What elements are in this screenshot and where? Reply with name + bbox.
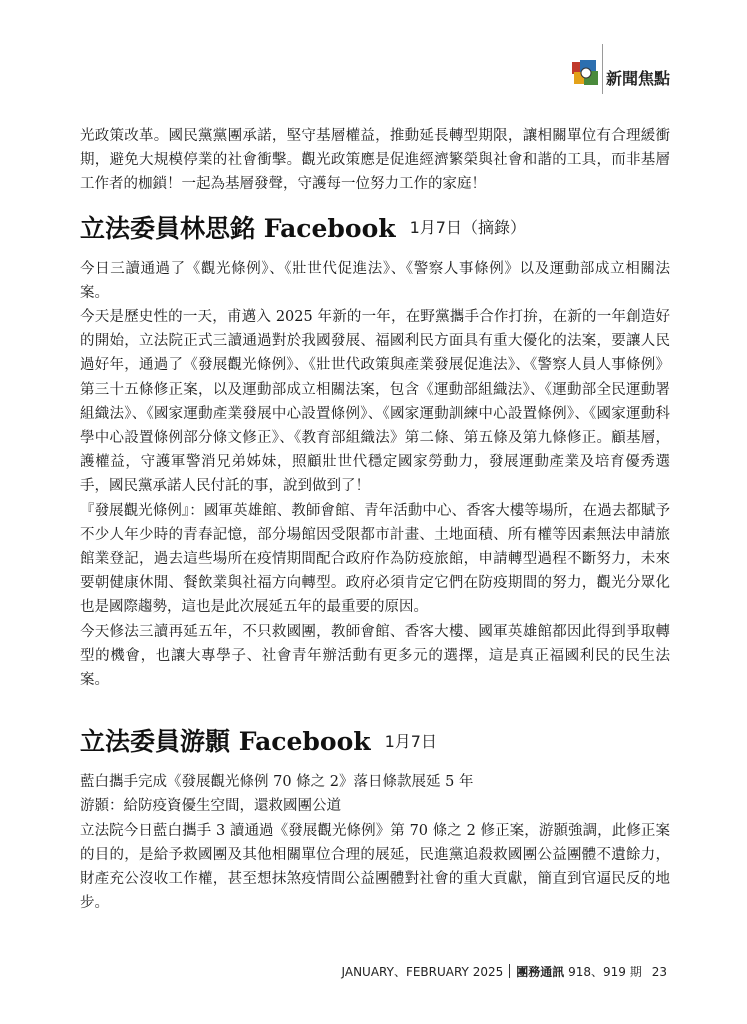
page-number: 23 xyxy=(651,965,667,979)
heading-title: 立法委員游顥 Facebook xyxy=(80,727,371,757)
section-heading-you xyxy=(80,710,670,770)
article-body xyxy=(80,124,670,915)
issue-date: JANUARY、FEBRUARY 2025 xyxy=(341,965,504,979)
section-heading-lin xyxy=(80,197,670,257)
intro-paragraph: 光政策改革。國民黨黨團承諾，堅守基層權益，推動延長轉型期限，讓相關單位有合理緩衝期，避免大規模停業的社會衝擊。觀光政策應是促進經濟繁榮與社會和諧的工具，而非基層工作者的枷鎖！一起為基層發聲，守護每一位努力工作的家庭！ xyxy=(80,128,670,193)
body-paragraph: 今天修法三讀再延五年，不只救國團，教師會館、香客大樓、國軍英雄館都因此得到爭取轉型的機會，也讓大專學子、社會青年辦活動有更多元的選擇，這是真正福國利民的民生法案。 xyxy=(80,623,670,689)
header-divider xyxy=(602,44,603,94)
heading-date: 1月7日 xyxy=(384,731,437,751)
publication-name: 團務通訊 xyxy=(516,965,565,979)
body-paragraph: 『發展觀光條例』：國軍英雄館、教師會館、青年活動中心、香客大樓等場所，在過去都賦予不少人年少時的青春記憶，部分場館因受限都市計畫、土地面積、所有權等因素無法申請旅館業登記，過去這些場所在疫情期間配合政府作為防疫旅館，申請轉型過程不斷努力，未來要朝健康休閒、餐飲業與社福方向轉型。政府必須肯定它們在防疫期間的努力，觀光分眾化也是國際趨勢，這也是此次展延五年的最重要的原因。 xyxy=(80,502,670,616)
news-collage-icon xyxy=(570,58,600,88)
footer-divider xyxy=(509,964,510,978)
body-paragraph: 藍白攜手完成《發展觀光條例 70 條之 2》落日條款展延 5 年 xyxy=(80,774,474,791)
page-footer xyxy=(342,963,667,980)
heading-date: 1月7日（摘錄） xyxy=(409,218,526,238)
body-paragraph: 立法院今日藍白攜手 3 讀通過《發展觀光條例》第 70 條之 2 修正案，游顥強調，此修正案的目的，是給予救國團及其他相關單位合理的展延，民進黨追殺救國團公益團體不遺餘力，財產充公沒收工作權，甚至想抹煞疫情間公益團體對社會的重大貢獻，簡直到官逼民反的地步。 xyxy=(80,822,670,912)
body-paragraph: 游顥：給防疫資優生空間，還救國團公道 xyxy=(80,798,341,815)
body-paragraph: 今日三讀通過了《觀光條例》、《壯世代促進法》、《警察人事條例》以及運動部成立相關法案。 xyxy=(80,260,670,301)
page-header xyxy=(570,44,730,96)
issue-number: 918、919 期 xyxy=(568,965,642,979)
heading-title: 立法委員林思銘 Facebook xyxy=(80,213,396,243)
body-paragraph: 今天是歷史性的一天，甫邁入 2025 年新的一年，在野黨攜手合作打拚，在新的一年創造好的開始，立法院正式三讀通過對於我國發展、福國利民方面具有重大優化的法案，要讓人民過好年，通過了《發展觀光條例》、《壯世代政策與產業發展促進法》、《警察人員人事條例》第三十五條修正案，以及運動部成立相關法案，包含《運動部組織法》、《運動部全民運動署組織法》、《國家運動產業發展中心設置條例》、《國家運動訓練中心設置條例》、《國家運動科學中心設置條例部分條文修正》、《教育部組織法》第二條、第五條及第九條修正。顧基層，護權益，守護軍警消兄弟姊妹，照顧壯世代穩定國家勞動力，發展運動產業及培育優秀選手，國民黨承諾人民付託的事，說到做到了！ xyxy=(80,309,670,495)
section-title: 新聞焦點 xyxy=(606,69,671,88)
